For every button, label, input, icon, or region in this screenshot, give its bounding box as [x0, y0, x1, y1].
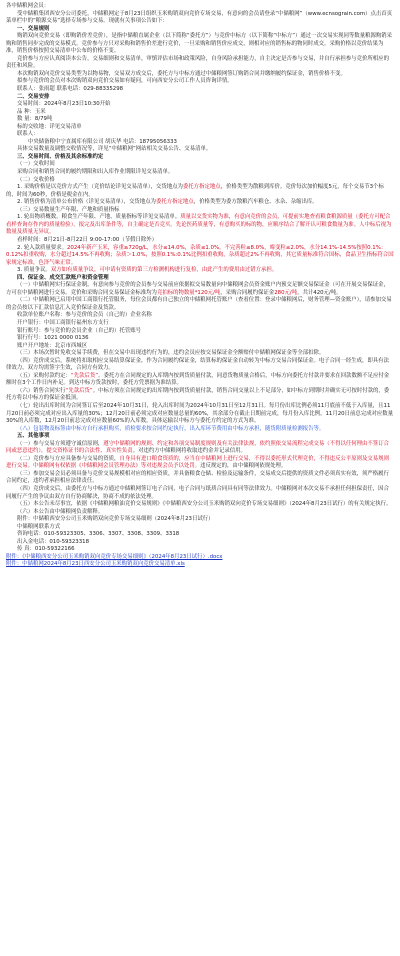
- attachment-note: 附件：中储粮西安分公司玉米购销双向竞价专场交易细则（2024年8月23日试行）: [17, 516, 214, 523]
- bank-account: 银行账号：参与竞价的会员企业（自己的）托管账号: [17, 327, 141, 334]
- quality-paragraph: 1. 轮出物质概数。粮食生产年限、产地、质量指标等详见交易清单。质量以交货实物为准，有意向竞价的会员，可提前实地查看粮食粮源质量（委托方可配合看样查询存作内的质量检验）。报完及出库条件等，自主确定是否竞买。先论医药质量等，有意购买的标的物，应顺序结合了解开认可粮食数量为准。人中标后视为数量及质量无异议。: [6, 214, 392, 236]
- trading-time: 交易时间：2024年8月23日10:30开始: [17, 101, 111, 108]
- purchase-price-paragraph: 1. 采购价格是以竞价方式产生（竞价结论详见交易清单），交货地点为委托方指定地点，价格类型为散粮到库价。竞价每次加价幅度5元，每个交易节3个标的，时间为60秒，价格是税金在内。: [6, 184, 384, 198]
- section-3-heading: 三、交易时间、价格及其余标准约定: [17, 153, 104, 160]
- contact-heading: 中储粮网联系方式: [17, 523, 61, 530]
- delivery-schedule-paragraph: （七）轮出出库时间为合同签订后至2024年10月31日，轮入出库时间为2024年10月31日至12月31日。每月份出库比例必须11月底前不低于入库量，且11月20日前必须完成对应出入库量的30%；12月20日前必须完成对应数量总量的60%，其余部分在截止日期前完成，每月份入库比例，11月20日前总完成对应数量30%的入库数，12月20日前总完成对应数量60%的入库数，具体运输以中标方与委托方约定的方式为准。: [6, 402, 394, 425]
- section-3-sub-1: （一）交收时间: [17, 161, 55, 168]
- trading-variety: 品 种：玉米: [17, 108, 46, 115]
- qualification-paragraph: （二）竞价参与方应具备参与交易的资质，自身具有进口粮食资质的，应当在中储粮网上进行交易，不得以委托形式代理竞价，不得违反公平原则及交易规则进行交易。中储粮网有权依据《中储粮网会员管理办法》等对违规会员予以处罚。违反规定的，由中储粮网依规处理。: [6, 455, 389, 470]
- section-3-sub-1-text: 采购合同和销售合同的履约期限和出入库作业期限详见交易清单。: [17, 169, 174, 176]
- bank-code: 银行行号：1021 0000 0136: [17, 335, 89, 342]
- bank-branch: 开户银行：中国工商银行福州东方支行: [17, 319, 109, 326]
- section-5-heading: 五、其他事项: [17, 433, 50, 440]
- section-4-heading: 四、保证金、成交汇款账户和资金管理: [17, 274, 109, 281]
- consult-phone: 咨询电话：010-59323305、3306、3307、3308、3309、3318: [17, 531, 180, 538]
- section-3-sub-2: （二）交收价格: [17, 176, 55, 183]
- funds-phone: 出入金电话：010-59323318: [17, 538, 90, 545]
- contract-paragraph: （四）竞价成交后，系统将扣取相应交易结算保证金，作为合同履约保证金，结算标的保证金自动转为中标方交易合同保证金。电子合同一经生成，即具有法律效力，双方均需签字生效，合同方有效力。: [6, 357, 389, 372]
- e-contract-paragraph: （四）竞价成交后，由委托方与中标方通过中储粮网签订电子合同，电子合同与纸质合同具有同等法律效力。中储粮网对本次交易不承担任何担保责任，因合同履行产生的争议由双方自行协商解决，协商不成的依法处理。: [6, 486, 389, 500]
- member-requirement-paragraph: （三）参加交易会员必须具备与竞价交易规模相对应的相应资质，并具备粮食仓储、检验及运输条件，交易成交后提供的资质文件必须真实有效，须严格履行合同约定，违约者承担相应法律责任。: [6, 470, 389, 485]
- section-2-heading: 二、交易安排: [17, 93, 50, 100]
- bank-payee: 收款单位账户名称：参与竞价的会员（自己的）企业名称: [17, 312, 152, 319]
- custody-account-paragraph: （二）中储粮网已启用中国工商银行托管服务，每位会员都有自己独立的中储粮网托管账户（查看位置：登录中储粮网后，财务管理—资金账户），请参加交易的会员按以下汇款信息汇入竞价保证金及货款。: [6, 297, 392, 311]
- greeting: 各中储粮网会员：: [6, 3, 50, 9]
- intro-paragraph: 受中储粮集团西安分公司委托，中储粮网定于8月23日组织玉米购销双向竞价专场交易，有意向的会员请登录“中储粮网”（www.ecnsograin.com）点击首页菜单栏中的“粮源交易”选择专场参与交易。现就有关事项公告如下：: [6, 10, 393, 25]
- section-2-contact-detail: 中央储备粮中宁直属库有限公司 胡庆华 电话：18795056333: [28, 138, 177, 145]
- trading-quantity: 数 量：8/79吨: [17, 116, 53, 123]
- fax-number: 传 真：010-59322166: [17, 546, 75, 553]
- attachment-link-list-xls[interactable]: 附件：中储粮网2024年8月23日西安分公司玉米购销双向竞价交易清单.xls: [6, 561, 185, 568]
- inspection-time: 看样时间：8月21日-8月22日 9:00-17:00（节假日除外）: [17, 236, 158, 243]
- bank-address: 账户开户地址：北京市西城区: [17, 342, 88, 349]
- section-2-contact-label: 联系人：: [17, 131, 39, 138]
- sale-price-paragraph: 2. 销售价格为清单公布价格（详见交易清单），交货地点为委托方指定地点，价格类型为委方散粮汽车粮仓、水杂、杂缩出库。: [17, 199, 318, 206]
- quality-dispute-paragraph: 3. 质量争议。双方如有质量争议，可申请有资质的第三方检测机构进行复检，由此产生的费用由过错方承担。: [17, 267, 278, 274]
- fee-paragraph: （三）本场次暂时免收交易手续费，但在交易中出现违约行为的，违约会员应按交易保证金全额赔付中储粮网保证金等全部扣除。: [17, 350, 325, 357]
- purchase-payment-paragraph: （五）采购付款约定：“先款后货”。委托方在合同规定的入库期内按到货质量付款，同意货物质量合格后，中标方向委托方付款并要求在回款数额不足应付金额时在3个工作日内补足。到达中标方货款按时，委托方凭票据为准结算。: [6, 372, 390, 387]
- sale-payment-paragraph: （六）销售合同实行“先款后货”。中标方须在合同规定的出库期内按到货质量付款，销售合同交量以上不足部分，如中标方到期时并确实无可按时付款的，委托方将以中标方的保证金抵顶。: [6, 387, 390, 402]
- packaging-paragraph: （八）包装物及标签由中标方自行承担购买，质检要求按合同约定执行，出入库环节费用由中标方承担，随货附质量检测报告等。: [17, 425, 325, 432]
- section-1-paragraph-2: 竞价参与方应认真阅读本公告，交易细则和交易清单，审慎评估市场和政策风险，自身风险承担能力，自主决定是否参与交易，并自行承担参与竞价所相应的责任和风险。: [6, 55, 389, 70]
- attachment-link-rules-docx[interactable]: 附件：《中储粮西安分公司玉米购销双向竞价专场交易细则》（2024年8月23日试行）.docx: [6, 553, 223, 560]
- section-1-heading: 一、交易规则: [17, 25, 50, 32]
- delivery-location: 标的交收地：详见交易清单: [17, 123, 82, 130]
- integrity-paragraph: （一）参与交易方须遵守诚信原则，遵守中储粮网的规则、约定和各项交易制度规则及有关法律法规，依约照依交易流程完成交易（不得以任何理由不签订合同或恶意违约），提交资格证书的合法性、真实性负责。对违约方中储粮网将收取违约金并记录信用。: [6, 440, 389, 455]
- section-2-info: 具体交易数量及调整交收情况等，详见“中储粮网”网站相关交易公告、交易清单。: [17, 146, 212, 153]
- quality-requirement-paragraph: 2. 轮入款质量要求。2024年新产玉米，容重≥720g/L，水分≤14.0%，杂质≤1.0%，不完善粒≤8.0%，霉变粒≤2.0%，水分14.1%-14.5%按照0.1%：0.12%扣重收购，水分超过14.5%不再收购；杂质＞1.0%，按照0.1%:0.1%比例扣重收购，杂质超过2%不再收购，其它质量标准符合国标，食品卫生指标符合国家规定标准，色泽气味正常。: [6, 244, 394, 266]
- section-1-paragraph-3: 本次购销双向竞价交易类型为以物易物，交易双方成交后，委托方与中标方通过中储粮网签订购销合同并缴纳履约保证金，销售价格不变。: [17, 70, 346, 77]
- section-3-sub-3: （三）交易数量生产年限、产地和质量指标: [17, 206, 120, 213]
- section-1-paragraph-1: 购销双向竞价交易（即购销价差竞价），是指中储粮直属企业（以下简称“委托方”）与竞价中标方（以下简称“中标方”）通过一次交易实现同等数量粮源购销采购和销售同步完成的交易模式。竞价参与方只对采购和销售价差进行竞价，一旦采购和销售价应成交，则相对应的销售标的物同时成交。采购价格以竞价结果为准，销售价格按照交易清单中公布的价格不变。: [6, 33, 393, 55]
- section-1-contact: 联系人：张雨超 联系电话：029-88335298: [17, 86, 124, 93]
- interpretation-paragraph: （六）本公告由中储粮网负责解释。: [17, 508, 104, 515]
- section-1-paragraph-4: 拟参与竞价的会员对本次购销双向竞价交易如有疑问，可向西安分公司工作人员咨询详情。: [17, 78, 233, 85]
- deposit-paragraph: （一）中储粮网实行保证金制，有意向参与竞价的会员参与交易前应依据拟交易数量向中储粮网会员资金账户内预交足额交易保证金（可在开展交易保证金，方可在中储粮网进行交易。竞价和采购合同交易保证金标准均为竞拍标的物数量*120元/吨，采购合同履约保证金280元/吨，共计420元/吨。: [6, 282, 389, 296]
- rules-reference-paragraph: （五）本公告未尽事宜，依据《中储粮网粮油竞价交易规则》《中储粮西安分公司玉米购销双向竞价专场交易细则》（2024年8月23日试行）的有关规定执行。: [17, 501, 392, 508]
